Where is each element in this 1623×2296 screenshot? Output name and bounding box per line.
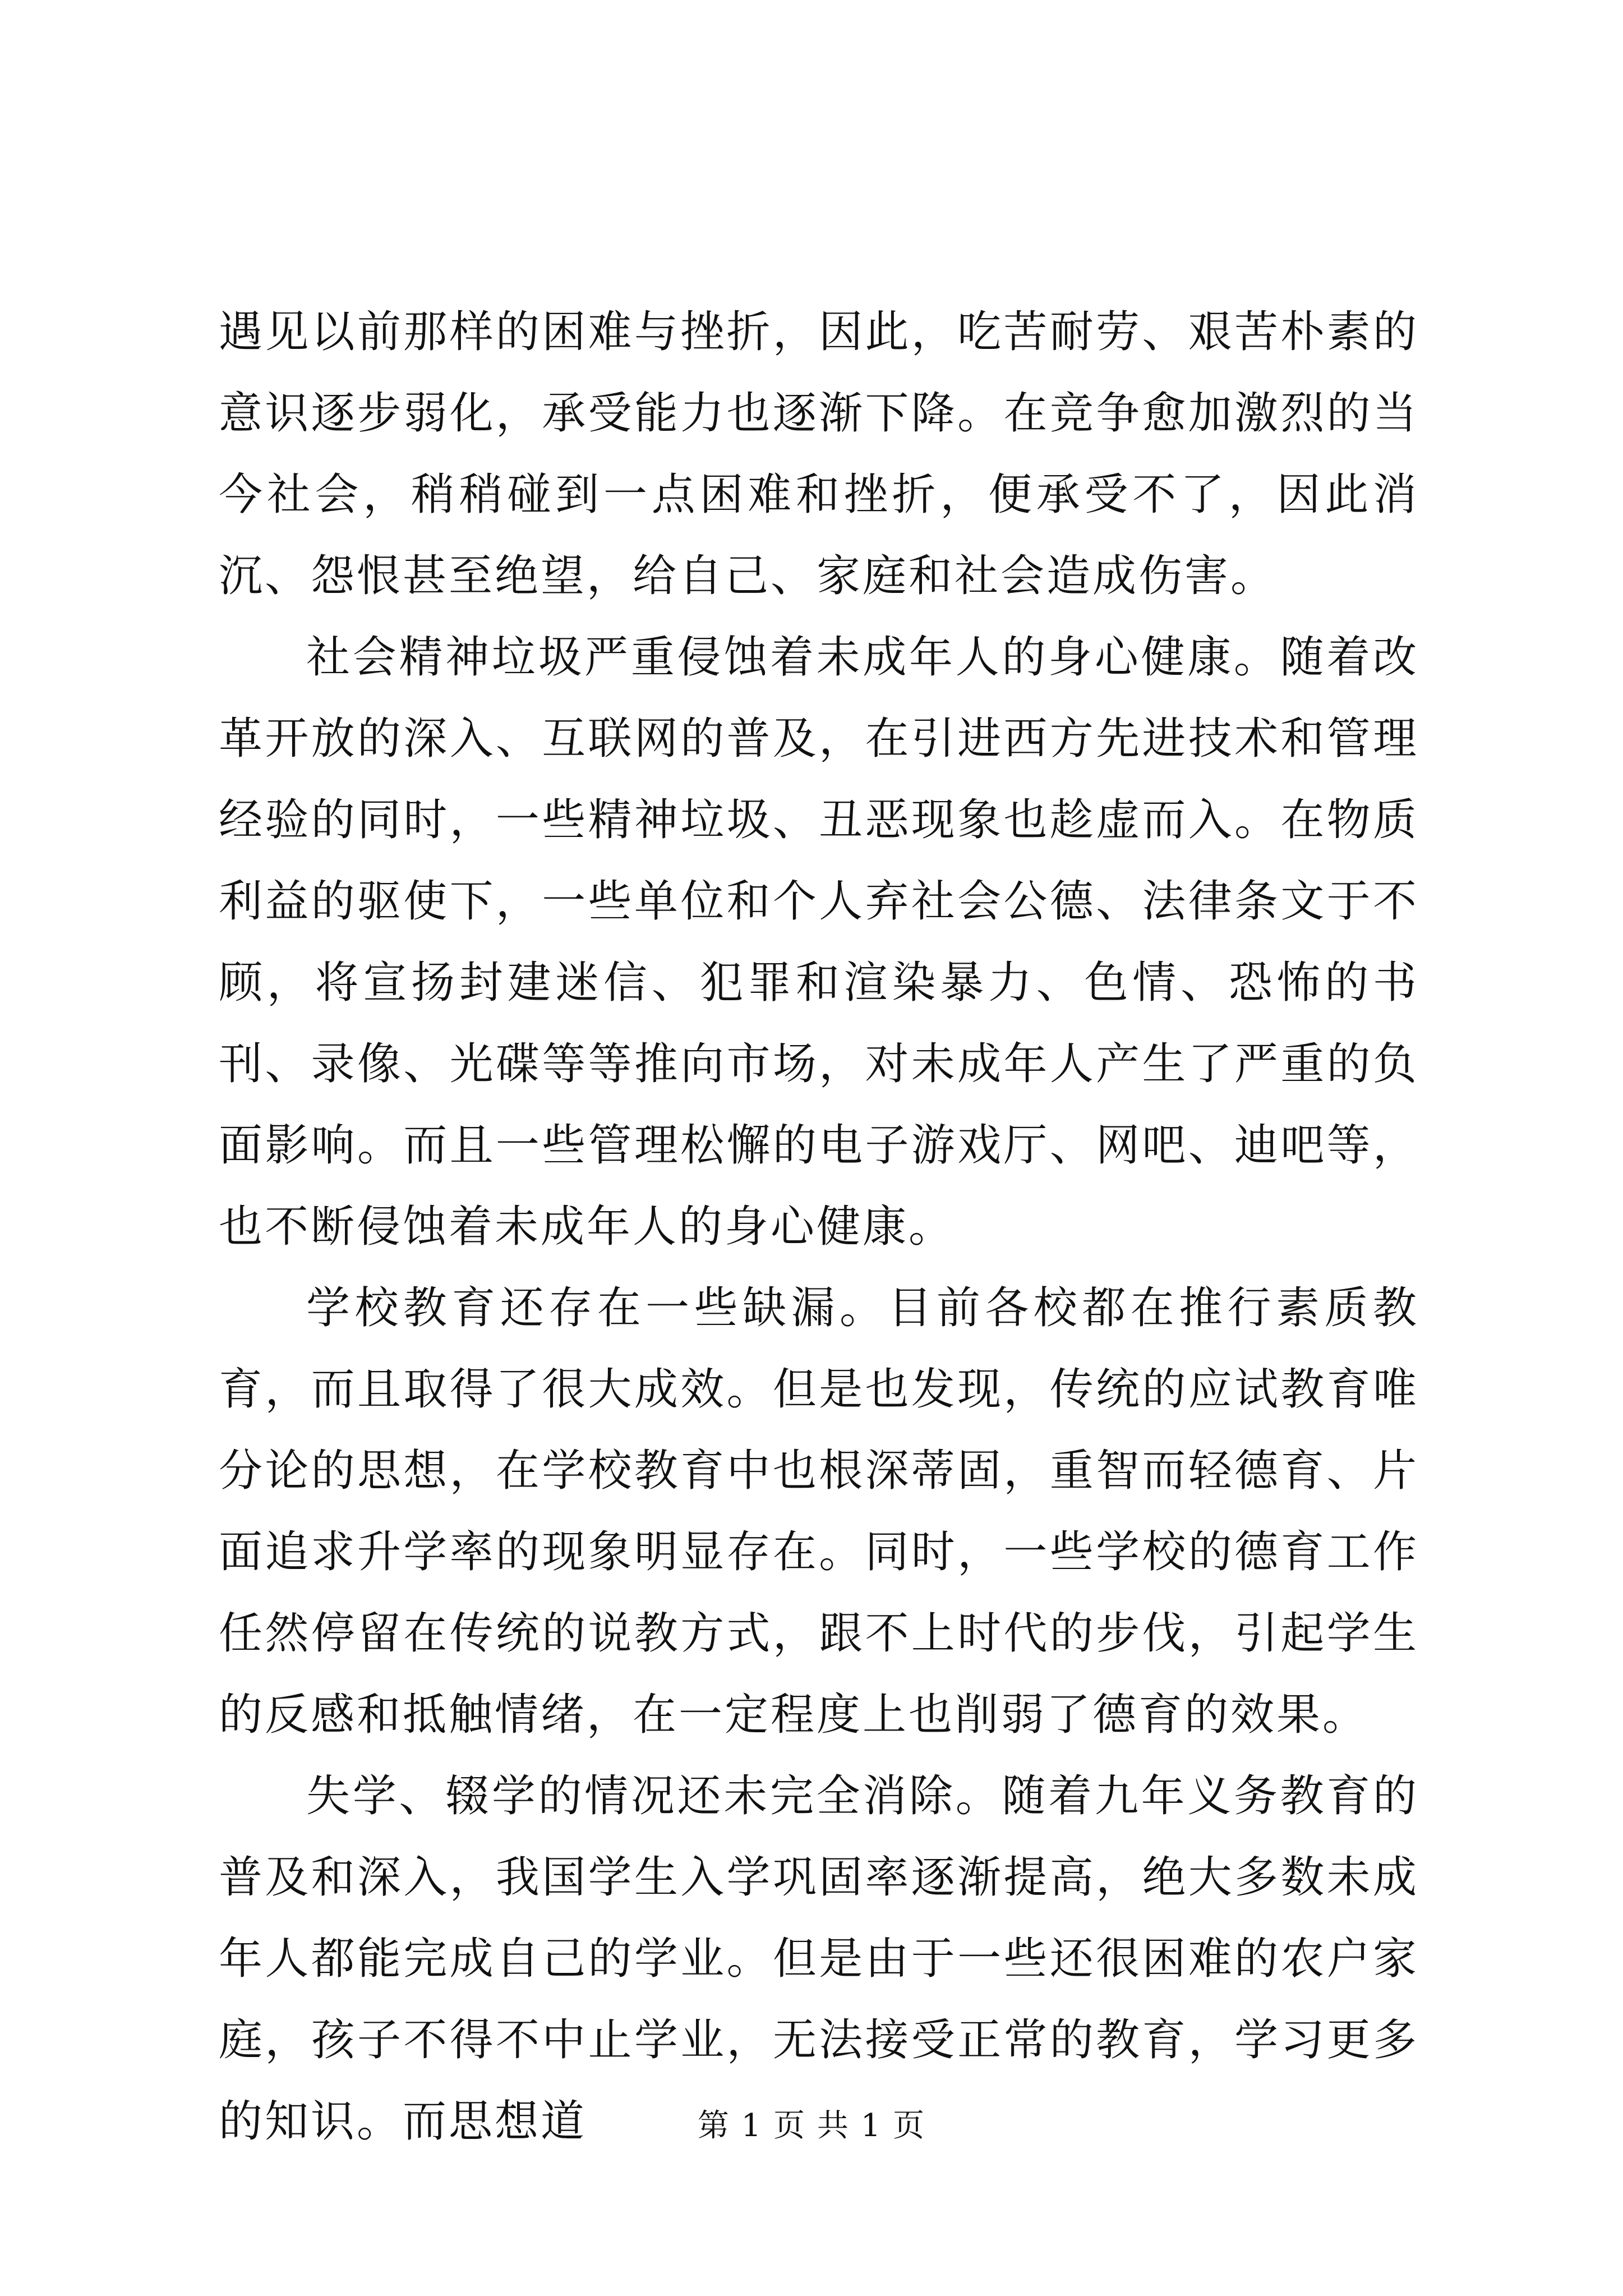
paragraph-2: 社会精神垃圾严重侵蚀着未成年人的身心健康。随着改革开放的深入、互联网的普及，在引进西方先进技术和管理经验的同时，一些精神垃圾、丑恶现象也趁虚而入。在物质利益的驱使下，一些单位和个人弃社会公德、法律条文于不顾，将宣扬封建迷信、犯罪和渲染暴力、色情、恐怖的书刊、录像、光碟等等推向市场，对未成年人产生了严重的负面影响。而且一些管理松懈的电子游戏厅、网吧、迪吧等，也不断侵蚀着未成年人的身心健康。 <box>219 632 1419 1252</box>
paragraph-3: 学校教育还存在一些缺漏。目前各校都在推行素质教育，而且取得了很大成效。但是也发现，传统的应试教育唯分论的思想，在学校教育中也根深蒂固，重智而轻德育、片面追求升学率的现象明显存在。同时，一些学校的德育工作任然停留在传统的说教方式，跟不上时代的步伐，引起学生的反感和抵触情绪，在一定程度上也削弱了德育的效果。 <box>219 1283 1419 1740</box>
paragraph-1: 遇见以前那样的困难与挫折，因此，吃苦耐劳、艰苦朴素的意识逐步弱化，承受能力也逐渐下降。在竞争愈加激烈的当今社会，稍稍碰到一点困难和挫折，便承受不了，因此消沉、怨恨甚至绝望，给自己、家庭和社会造成伤害。 <box>219 307 1419 601</box>
document-body <box>219 292 1419 2162</box>
page-footer: 第 1 页 共 1 页 <box>697 2108 926 2144</box>
paragraph-4: 失学、辍学的情况还未完全消除。随着九年义务教育的普及和深入，我国学生入学巩固率逐渐提高，绝大多数未成年人都能完成自己的学业。但是由于一些还很困难的农户家庭，孩子不得不中止学业，无法接受正常的教育，学习更多的知识。而思想道 <box>219 1771 1419 2147</box>
